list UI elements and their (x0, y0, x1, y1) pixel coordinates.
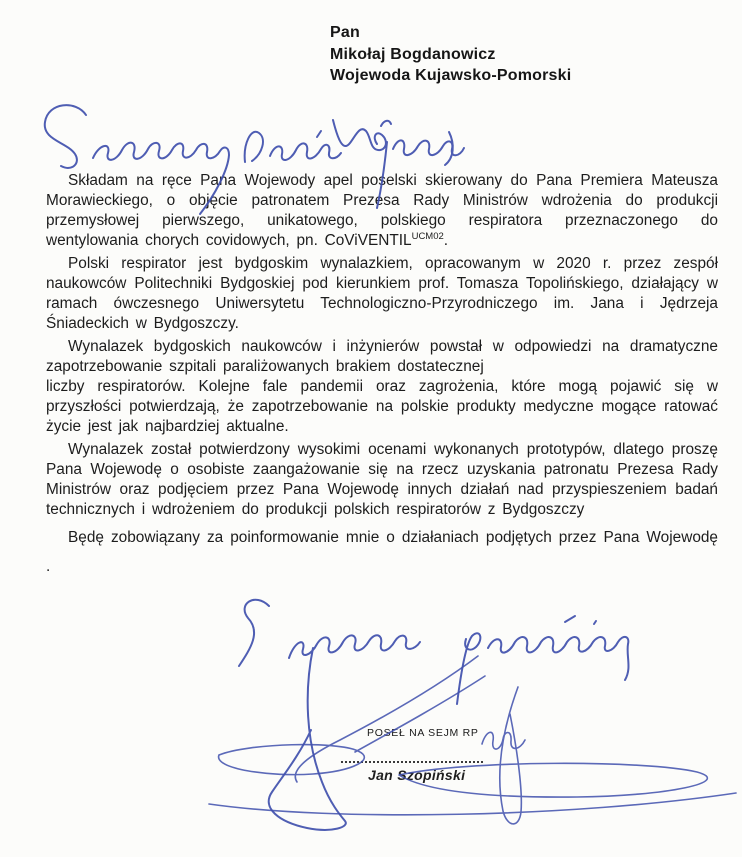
handwritten-closing-and-signature (185, 592, 742, 857)
recipient-title: Wojewoda Kujawsko-Pomorski (330, 67, 572, 84)
signatory-title: POSEŁ NA SEJM RP (367, 727, 479, 739)
signatory-name: Jan Szopiński (368, 767, 466, 783)
paragraph-5: Będę zobowiązany za poinformowanie mnie o działaniach podjętych przez Pana Wojewodę . (46, 529, 718, 575)
recipient-block (330, 22, 571, 87)
recipient-name: Mikołaj Bogdanowicz (330, 45, 496, 63)
paragraph-3: Wynalazek bydgoskich naukowców i inżynierów powstał w odpowiedzi na dramatyczne zapotrzebowanie szpitali paraliżowanych brakiem dostatecznej (46, 338, 718, 375)
paragraph-1-text: Składam na ręce Pana Wojewody apel poselski skierowany do Pana Premiera Mateusza Morawieckiego, o objęcie patronatem Prezesa Rady Ministrów wdrożenia do produkcji przemysłowej pierwszego, unikatowego, polskiego respiratora przeznaczonego do wentylowania chorych covidowych, pn. CoViVENTIL (46, 172, 718, 249)
recipient-salutation: Pan (330, 24, 360, 41)
paragraph-2: Polski respirator jest bydgoskim wynalazkiem, opracowanym w 2020 r. przez zespół naukowców Politechniki Bydgoskiej pod kierunkiem prof. Tomasza Topolińskiego, działający w ramach ówczesnego Uniwersytetu Technologiczno-Przyrodniczego im. Jana i Jędrzeja Śniadeckich w Bydgoszczy. (46, 255, 718, 332)
paragraph-1-period: . (443, 232, 449, 249)
paragraph-4: Wynalazek został potwierdzony wysokimi ocenami wykonanych prototypów, dlatego proszę Pana Wojewodę o osobiste zaangażowanie się na rzecz uzyskania patronatu Prezesa Rady Ministrów oraz podjęciem przez Pana Wojewodę innych działań nad przyspieszeniem badań technicznych i wdrożeniem do produkcji polskich respiratorów z Bydgoszczy (46, 441, 718, 518)
signature-dotted-line (341, 753, 483, 763)
product-superscript: UCM02 (411, 230, 444, 242)
paragraph-3-continuation: liczby respiratorów. Kolejne fale pandemii oraz zagrożenia, które mogą pojawić się w przyszłości potwierdzają, że zapotrzebowanie na polskie produkty medyczne mogące ratować życie jest jak najbardziej aktualne. (46, 378, 718, 435)
letter-body (46, 171, 718, 584)
paragraph-1 (46, 171, 718, 251)
